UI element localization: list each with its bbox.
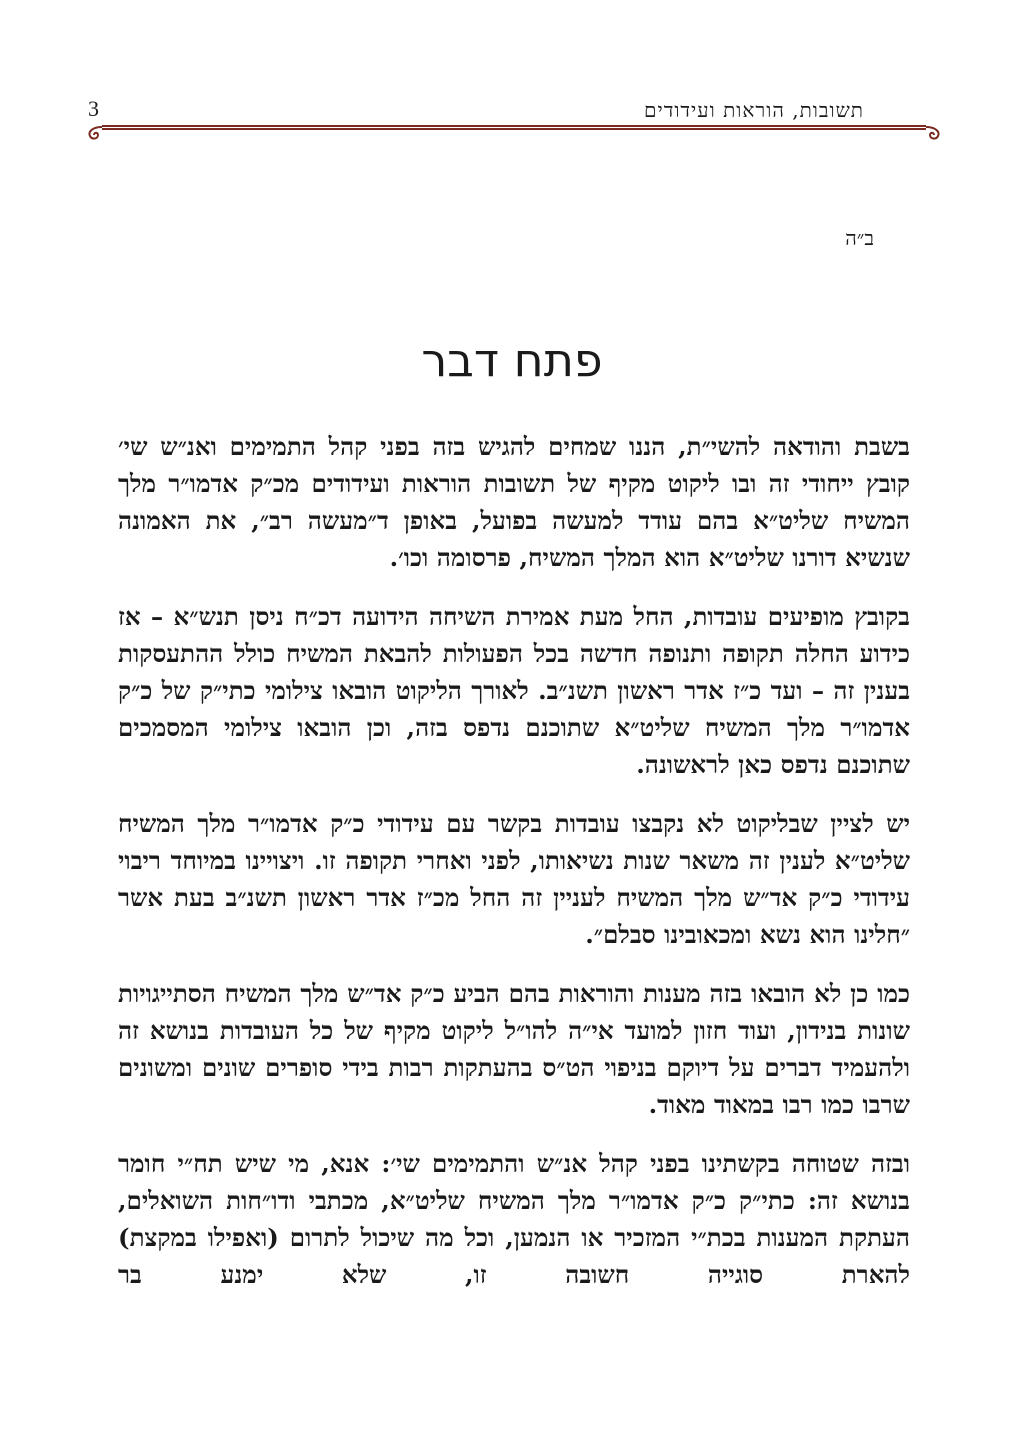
body-text: [118, 428, 910, 1315]
running-title: תשובות, הוראות ועידודים: [643, 98, 864, 122]
paragraph-2: בקובץ מופיעים עובדות, החל מעת אמירת השיחה הידועה דכ״ח ניסן תנש״א – אז כידוע החלה תקופה ותנופה חדשה בכל הפעולות להבאת המשיח כולל ההתעסקות בענין זה – ועד כ״ז אדר ראשון תשנ״ב. לאורך הליקוט הובאו צילומי כתי״ק של כ״ק אדמו״ר מלך המשיח שליט״א שתוכנם נדפס בזה, וכן הובאו צילומי המסמכים שתוכנם נדפס כאן לראשונה.: [118, 602, 910, 779]
paragraph-3: יש לציין שבליקוט לא נקבצו עובדות בקשר עם עידודי כ״ק אדמו״ר מלך המשיח שליט״א לענין זה משאר שנות נשיאותו, לפני ואחרי תקופה זו. ויצויינו במיוחד ריבוי עידודי כ״ק אד״ש מלך המשיח לעניין זה החל מכ״ז אדר ראשון תשנ״ב בעת אשר ״חלינו הוא נשא ומכאובינו סבלם״.: [118, 809, 910, 949]
paragraph-4: כמו כן לא הובאו בזה מענות והוראות בהם הביע כ״ק אד״ש מלך המשיח הסתייגויות שונות בנידון, ועוד חזון למועד אי״ה להו״ל ליקוט מקיף של כל העובדות בנושא זה ולהעמיד דברים על דיוקם בניפוי הט״ס בהעתקות רבות בידי סופרים שונים ומשונים שרבו כמו רבו במאוד מאוד.: [118, 979, 910, 1119]
paragraph-1: בשבת והודאה להשי״ת, הננו שמחים להגיש בזה בפני קהל התמימים ואנ״ש שי׳ קובץ ייחודי זה ובו ליקוט מקיף של תשובות הוראות ועידודים מכ״ק אדמו״ר מלך המשיח שליט״א בהם עודד למעשה בפועל, באופן ד״מעשה רב״, את האמונה שנשיא דורנו שליט״א הוא המלך המשיח, פרסומה וכו׳.: [118, 432, 910, 572]
page-header: [84, 88, 944, 148]
page-number: 3: [88, 96, 99, 121]
page-title: פתח דבר: [421, 333, 603, 387]
paragraph-5: ובזה שטוחה בקשתינו בפני קהל אנ״ש והתמימים שי׳: אנא, מי שיש תח״י חומר בנושא זה: כתי״ק כ״ק אדמו״ר מלך המשיח שליט״א, מכתבי ודו״חות השואלים, העתקת המענות בכת״י המזכיר או הנמען, וכל מה שיכול לתרום (ואפילו במקצת) להארת סוגייה חשובה זו, שלא ימנע בר: [118, 1149, 910, 1289]
ornamental-header-rule: [84, 120, 944, 144]
bh-mark: ב״ה: [845, 226, 874, 250]
